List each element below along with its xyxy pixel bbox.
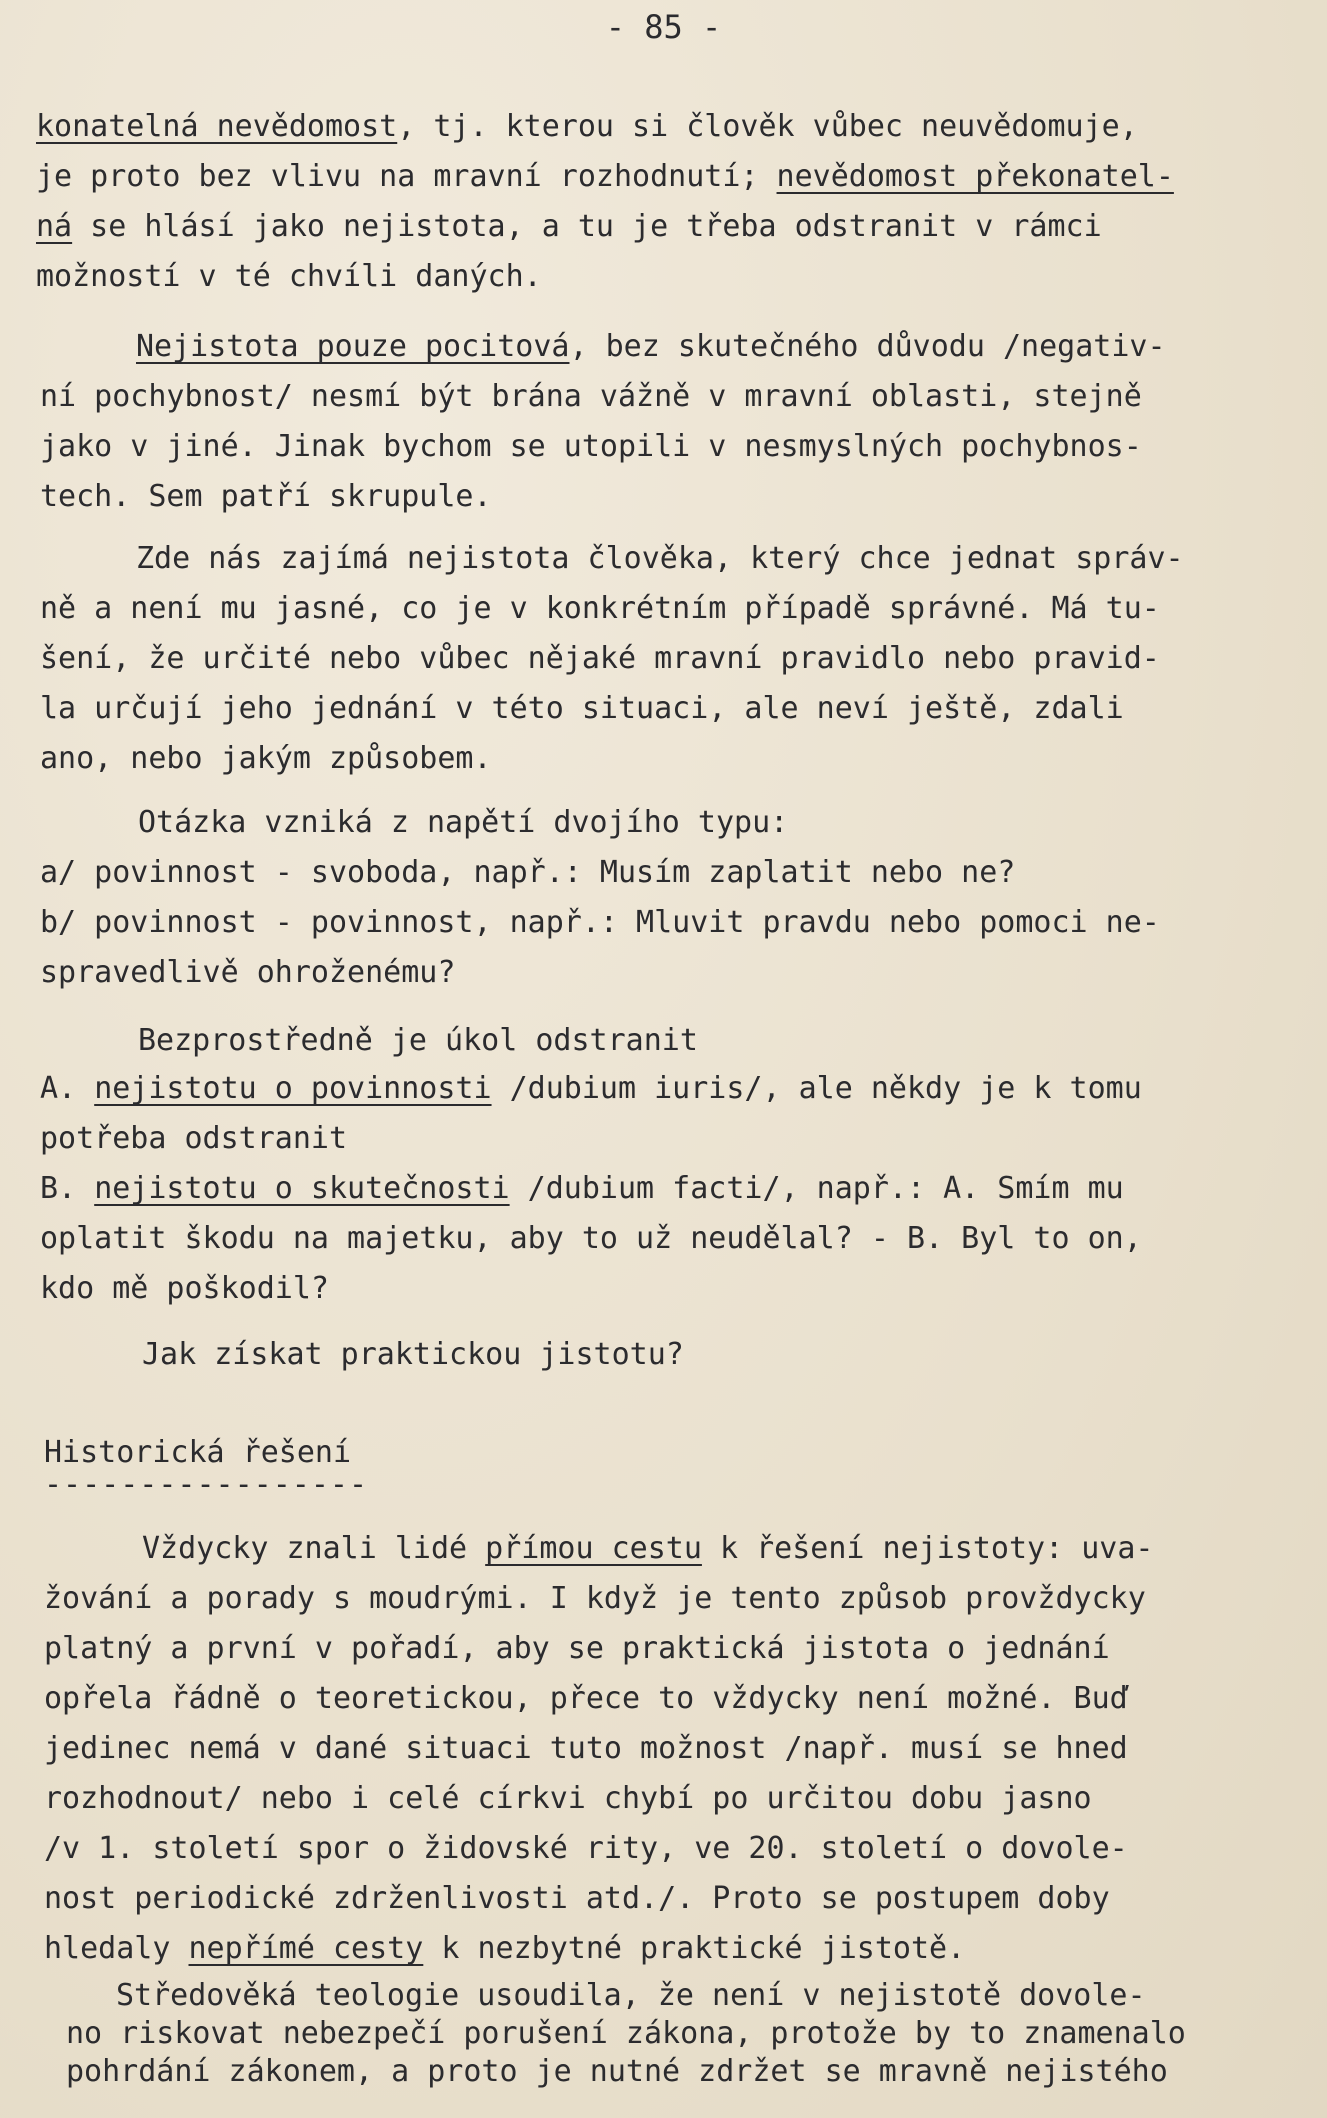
text-span: hledaly	[44, 1931, 189, 1966]
text-line: Jak získat praktickou jistotu?	[142, 1337, 684, 1372]
list-item	[40, 1064, 1142, 1114]
underlined-term: přímou cestu	[485, 1531, 702, 1566]
list-item: b/ povinnost - povinnost, např.: Mluvit pravdu nebo pomoci ne-	[40, 905, 1160, 940]
text-line: jako v jiné. Jinak bychom se utopili v nesmyslných pochybnos-	[40, 429, 1142, 464]
text-line: možností v té chvíli daných.	[36, 259, 542, 294]
text-line	[36, 102, 1138, 152]
list-item: a/ povinnost - svoboda, např.: Musím zaplatit nebo ne?	[40, 855, 1016, 890]
text-line: nost periodické zdrženlivosti atd./. Proto se postupem doby	[44, 1881, 1110, 1916]
text-line: šení, že určité nebo vůbec nějaké mravní pravidlo nebo pravid-	[40, 641, 1160, 676]
text-line	[142, 1524, 1153, 1574]
text-line: Zde nás zajímá nejistota člověka, který chce jednat správ-	[136, 541, 1184, 576]
text-line: /v 1. století spor o židovské rity, ve 20. století o dovole-	[44, 1831, 1128, 1866]
text-line: platný a první v pořadí, aby se praktická jistota o jednání	[44, 1631, 1110, 1666]
text-span: Vždycky znali lidé	[142, 1531, 486, 1566]
text-span: se hlásí jako nejistota, a tu je třeba odstranit v rámci	[72, 209, 1102, 244]
text-span: A.	[40, 1071, 95, 1106]
text-line: pohrdání zákonem, a proto je nutné zdržet se mravně nejistého	[66, 2054, 1168, 2089]
text-line: Středověká teologie usoudila, že není v nejistotě dovole-	[116, 1978, 1146, 2013]
text-span: je proto bez vlivu na mravní rozhodnutí;	[36, 159, 777, 194]
heading-rule: -----------------	[44, 1467, 369, 1502]
text-line	[44, 1924, 965, 1974]
text-line: opřela řádně o teoretickou, přece to vždycky není možné. Buď	[44, 1681, 1128, 1716]
text-line: spravedlivě ohroženému?	[40, 955, 456, 990]
text-span: B.	[40, 1171, 95, 1206]
text-line: ně a není mu jasné, co je v konkrétním případě správné. Má tu-	[40, 591, 1160, 626]
text-line: potřeba odstranit	[40, 1121, 348, 1156]
text-line: no riskovat nebezpečí porušení zákona, protože by to znamenalo	[66, 2016, 1186, 2051]
underlined-term: konatelná nevědomost	[36, 109, 398, 144]
text-span: /dubium iuris/, ale někdy je k tomu	[491, 1071, 1142, 1106]
underlined-term: nejistotu o povinnosti	[94, 1071, 492, 1106]
text-line	[36, 202, 1102, 252]
page-number: - 85 -	[605, 8, 722, 46]
underlined-term: nepřímé cesty	[188, 1931, 424, 1966]
text-line: Otázka vzniká z napětí dvojího typu:	[138, 805, 789, 840]
underlined-term: ná	[36, 209, 73, 244]
text-line: ano, nebo jakým způsobem.	[40, 741, 492, 776]
underlined-term: Nejistota pouze pocitová	[136, 329, 570, 364]
text-span: k nezbytné praktické jistotě.	[423, 1931, 966, 1966]
underlined-term: nevědomost překonatel-	[776, 159, 1174, 194]
underlined-term: nejistotu o skutečnosti	[94, 1171, 510, 1206]
text-line: la určují jeho jednání v této situaci, ale neví ještě, zdali	[40, 691, 1124, 726]
text-span: k řešení nejistoty: uva-	[701, 1531, 1154, 1566]
text-line: Bezprostředně je úkol odstranit	[138, 1023, 698, 1058]
text-line: žování a porady s moudrými. I když je tento způsob provždycky	[44, 1581, 1146, 1616]
text-line: oplatit škodu na majetku, aby to už neudělal? - B. Byl to on,	[40, 1221, 1142, 1256]
text-line: tech. Sem patří skrupule.	[40, 479, 492, 514]
text-line: kdo mě poškodil?	[40, 1271, 329, 1306]
text-line: ní pochybnost/ nesmí být brána vážně v mravní oblasti, stejně	[40, 379, 1142, 414]
text-span: , bez skutečného důvodu /negativ-	[569, 329, 1166, 364]
section-heading: Historická řešení	[44, 1435, 352, 1470]
text-line	[36, 152, 1174, 202]
text-span: /dubium facti/, např.: A. Smím mu	[509, 1171, 1124, 1206]
text-line	[136, 322, 1166, 372]
list-item	[40, 1164, 1124, 1214]
text-line: jedinec nemá v dané situaci tuto možnost /např. musí se hned	[44, 1731, 1128, 1766]
text-span: , tj. kterou si člověk vůbec neuvědomuje,	[397, 109, 1138, 144]
text-line: rozhodnout/ nebo i celé církvi chybí po určitou dobu jasno	[44, 1781, 1092, 1816]
